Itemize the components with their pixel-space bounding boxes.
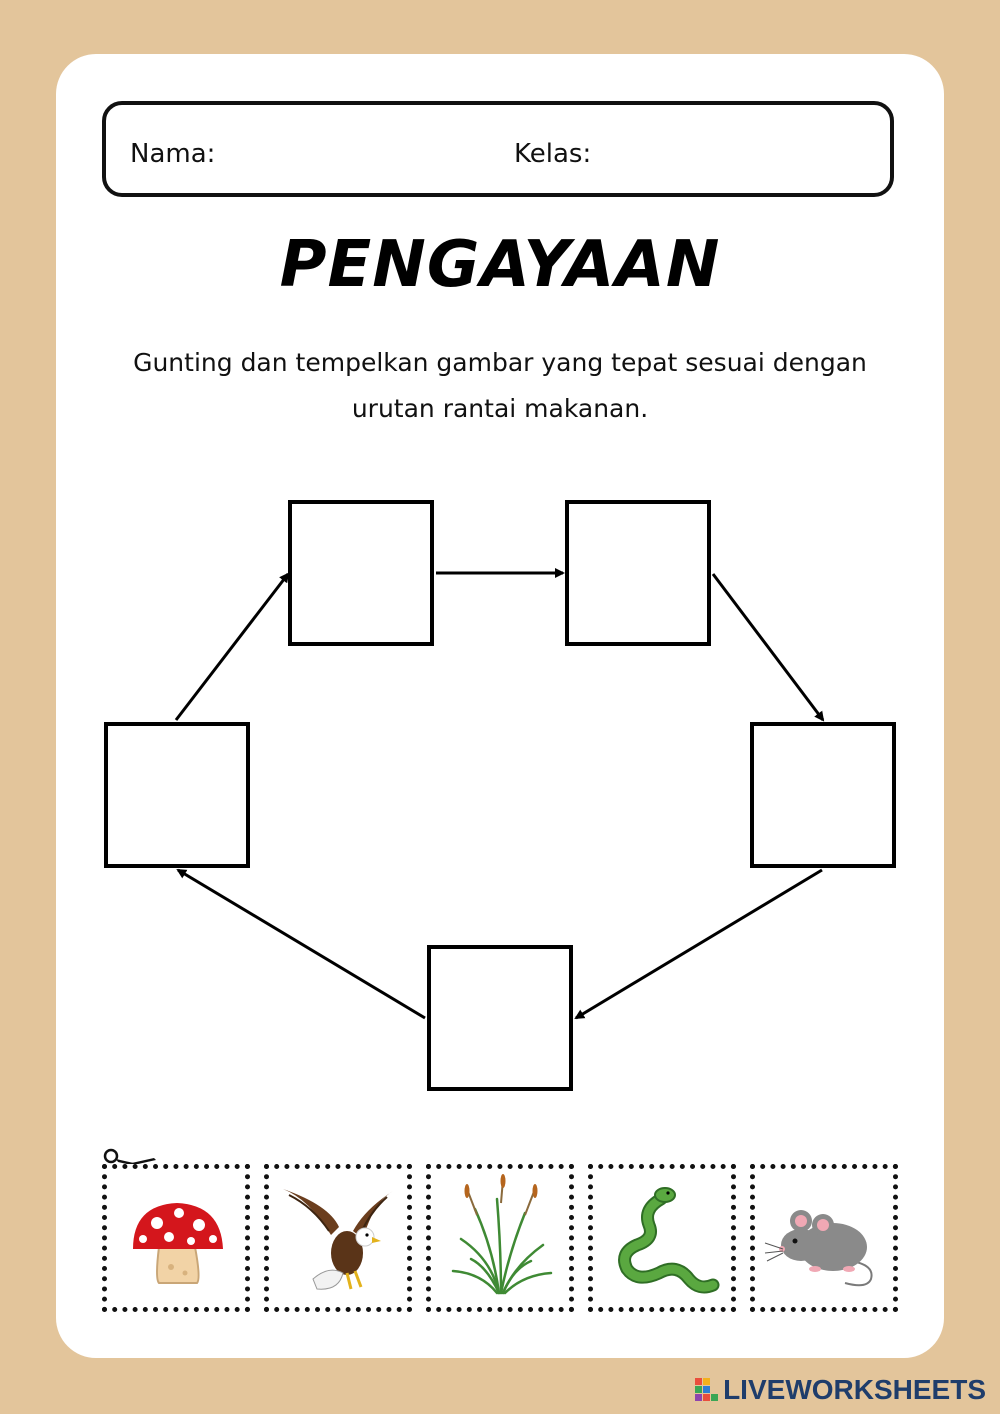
answer-slot-1[interactable] xyxy=(288,500,434,646)
cutout-card-eagle[interactable] xyxy=(264,1164,412,1312)
brand-text: LIVEWORKSHEETS xyxy=(723,1374,986,1405)
answer-slot-2[interactable] xyxy=(565,500,711,646)
instruction-line-2: urutan rantai makanan. xyxy=(351,394,649,423)
arrow-3 xyxy=(713,574,823,720)
arrow-5 xyxy=(178,870,425,1018)
answer-slot-4[interactable] xyxy=(427,945,573,1091)
instruction-line-1: Gunting dan tempelkan gambar yang tepat sesuai dengan xyxy=(133,348,867,377)
class-label: Kelas: xyxy=(514,139,592,169)
cutout-card-mouse[interactable] xyxy=(750,1164,898,1312)
snake-icon xyxy=(593,1169,731,1307)
mushroom-icon xyxy=(107,1169,245,1307)
cutout-card-snake[interactable] xyxy=(588,1164,736,1312)
liveworksheets-brand xyxy=(695,1374,986,1406)
cutout-card-mushroom[interactable] xyxy=(102,1164,250,1312)
mouse-icon xyxy=(755,1169,893,1307)
cutout-card-grass[interactable] xyxy=(426,1164,574,1312)
grass-icon xyxy=(431,1169,569,1307)
answer-slot-5[interactable] xyxy=(104,722,250,868)
page-title: PENGAYAAN xyxy=(279,228,721,302)
liveworksheets-logo-icon xyxy=(695,1378,719,1402)
arrow-1 xyxy=(176,574,288,720)
arrow-4 xyxy=(576,870,822,1018)
eagle-icon xyxy=(269,1169,407,1307)
answer-slot-3[interactable] xyxy=(750,722,896,868)
name-label: Nama: xyxy=(130,139,216,169)
